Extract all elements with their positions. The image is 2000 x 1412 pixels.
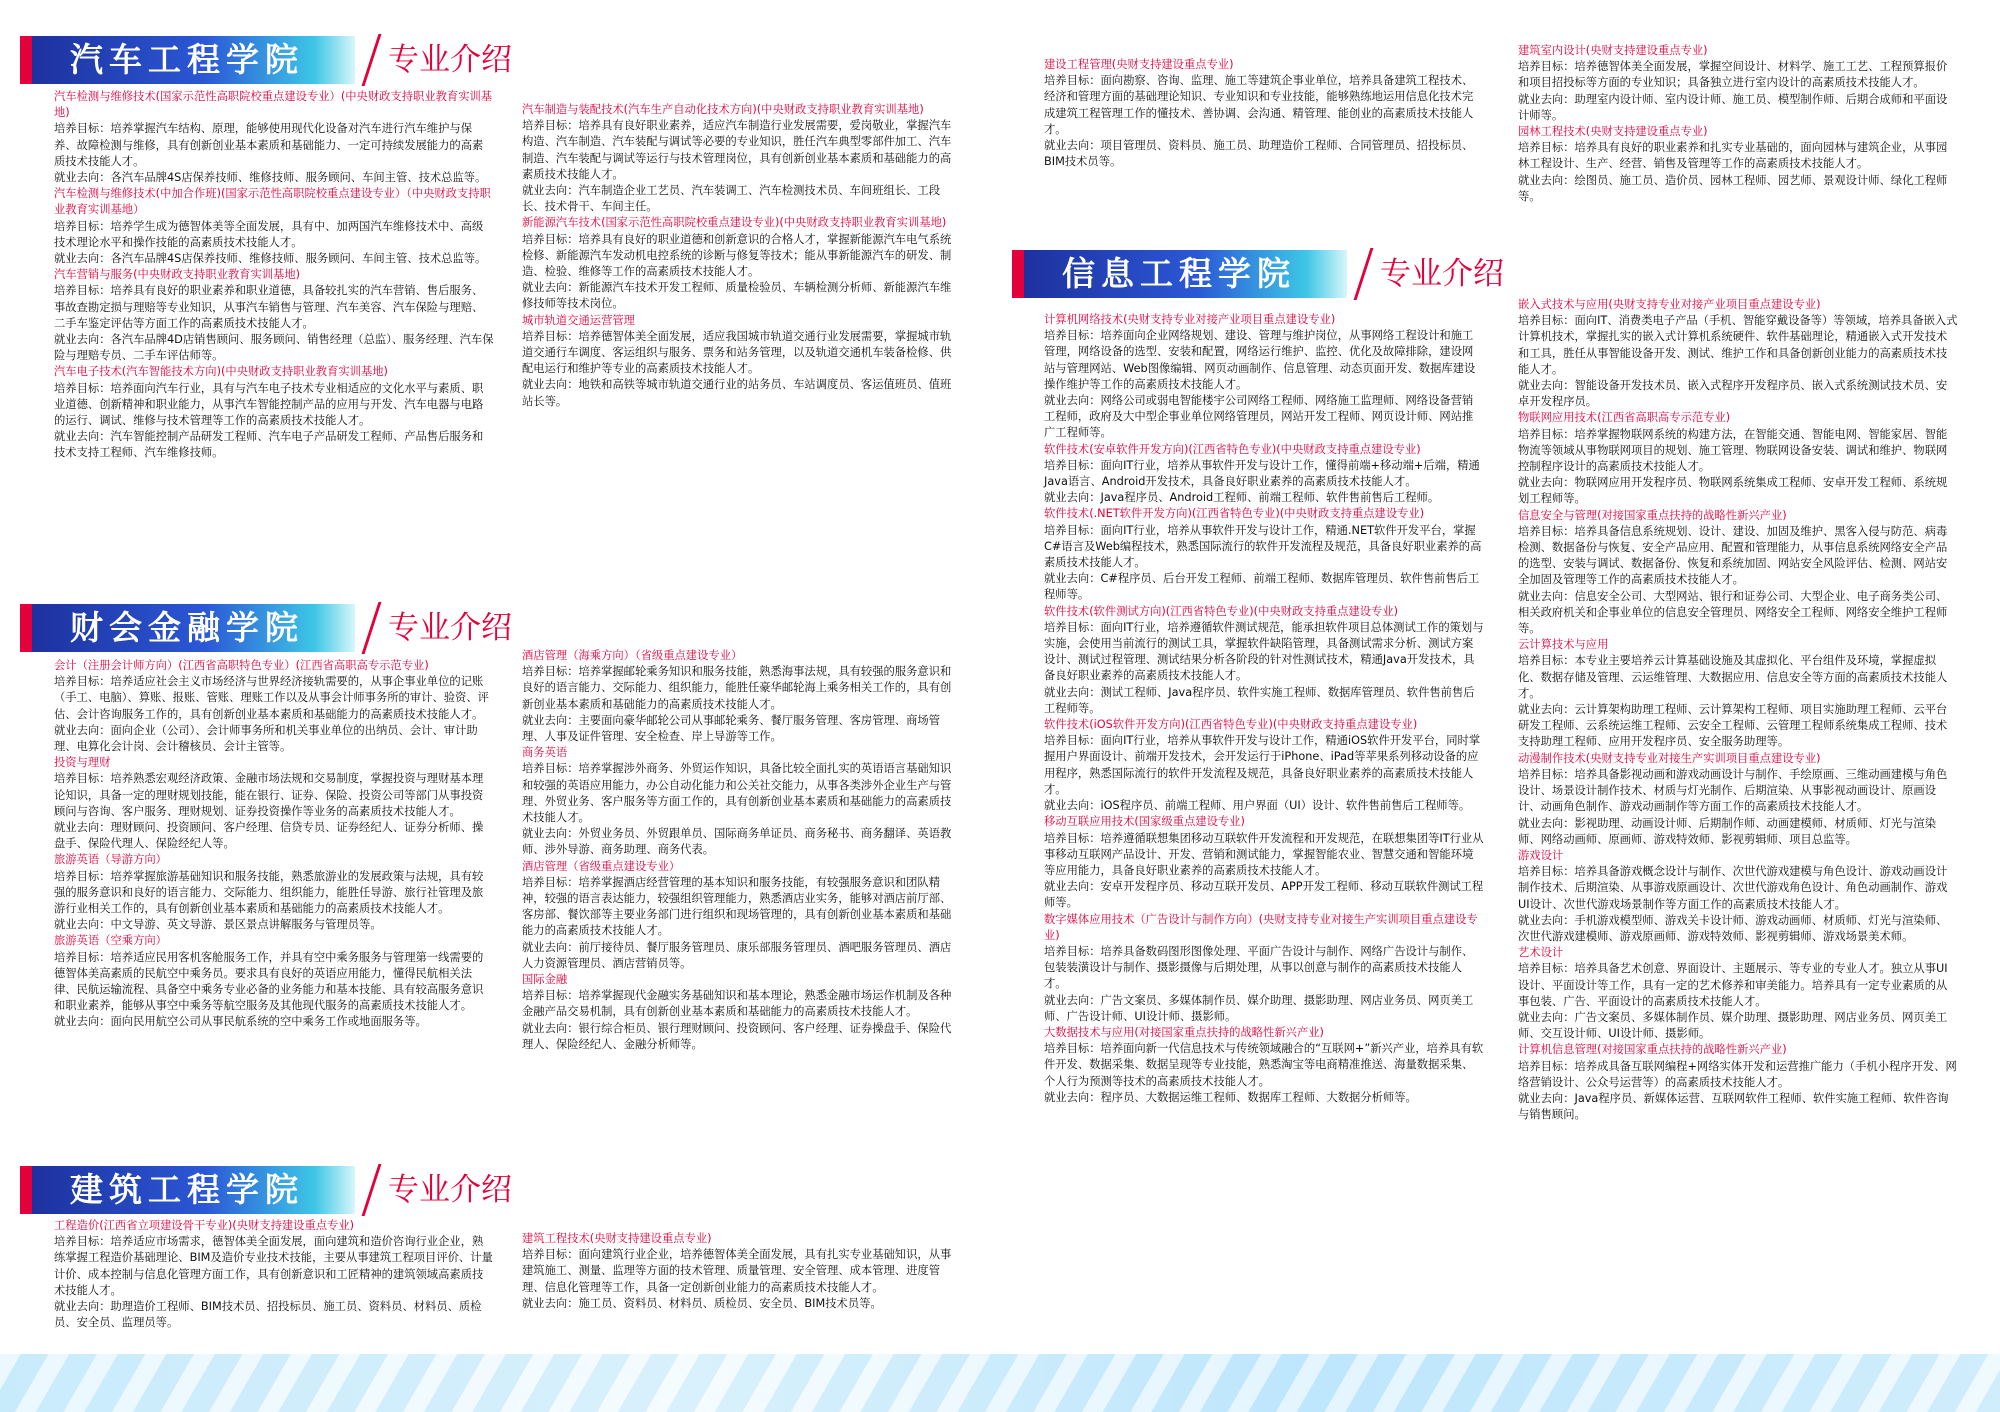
major-detail: 就业去向：前厅接待员、餐厅服务管理员、康乐部服务管理员、酒吧服务管理员、酒店人力资源管理员、酒店营销员等。 <box>522 940 952 970</box>
major-detail: 培养目标：培养具有良好的职业素养和职业道德，具备较扎实的汽车营销、售后服务、事故查勘定损与理赔等专业知识，从事汽车销售与管理、汽车美容、汽车保险与理赔、二手车鉴定评估等方面工作的高素质技术技能人才。 <box>54 284 484 330</box>
major-title: 工程造价(江西省立项建设骨干专业)(央财支持建设重点专业) <box>54 1219 355 1232</box>
major-title: 嵌入式技术与应用(央财支持专业对接产业项目重点建设专业) <box>1518 298 1821 311</box>
header-slash <box>1354 248 1374 300</box>
major-title: 汽车检测与维修技术(中加合作班)(国家示范性高职院校重点建设专业）（中央财政支持职业教育实训基地） <box>54 187 491 217</box>
col-auto-right <box>522 102 962 410</box>
major-detail: 就业去向：助理造价工程师、BIM技术员、招投标员、施工员、资料员、材料员、质检员、安全员、监理员等。 <box>54 1300 482 1330</box>
major-title: 投资与理财 <box>54 756 111 770</box>
major-detail: 就业去向：网络公司或弱电智能楼宇公司网络工程师、网络施工监理师、网络设备营销工程师，政府及大中型企事业单位网络管理员，网站开发工程师、网页设计师、网站推广工程师等。 <box>1044 394 1474 440</box>
header-red-accent <box>20 36 32 84</box>
section-intro: 专业介绍 <box>1380 256 1504 292</box>
bottom-decoration-band <box>0 1354 2000 1412</box>
college-name: 汽车工程学院 <box>70 40 304 79</box>
major-title: 艺术设计 <box>1518 946 1564 960</box>
major-detail: 培养目标：培养具备信息系统规划、设计、建设、加固及维护、黑客入侵与防范、病毒检测、数据备份与恢复、安全产品应用、配置和管理能力，从事信息系统网络安全产品的选型、安装与调试、数据备份、恢复和系统加固、网站安全风险评估、检测、网站安全加固及管理等工作的高素质技术技能人才。 <box>1518 524 1948 587</box>
header-slash <box>362 34 382 86</box>
major-detail: 就业去向：外贸业务员、外贸跟单员、国际商务单证员、商务秘书、商务翻译、英语教师、涉外导游、商务助理、商务代表。 <box>522 827 952 857</box>
major-title: 大数据技术与应用(对接国家重点扶持的战略性新兴产业) <box>1044 1025 1324 1039</box>
major-title: 汽车制造与装配技术(汽车生产自动化技术方向)(中央财政支持职业教育实训基地) <box>522 103 924 116</box>
major-detail: 培养目标：培养面向新一代信息技术与传统领域融合的“互联网+”新兴产业，培养具有软件开发、数据采集、数据呈现等专业技能，熟悉淘宝等电商精准推送、海量数据采集、个人行为预测等技术的高素质技术技能人才。 <box>1044 1042 1484 1088</box>
major-title: 汽车检测与维修技术(国家示范性高职院校重点建设专业）(中央财政支持职业教育实训基地) <box>54 90 493 120</box>
major-detail: 就业去向：信息安全公司、大型网站、银行和证券公司、大型企业、电子商务类公司、相关政府机关和企事业单位的信息安全管理员、网络安全工程师、网络安全维护工程师等。 <box>1518 589 1948 636</box>
major-detail: 就业去向：面向民用航空公司从事民航系统的空中乘务工作或地面服务等。 <box>54 1015 427 1029</box>
major-detail: 培养目标：面向勘察、咨询、监理、施工等建筑企事业单位，培养具备建筑工程技术、经济和管理方面的基础理论知识、专业知识和专业技能，能够熟练地运用信息化技术完成建筑工程管理工作的懂技术、善协调、会沟通、精管理、能创业的高素质技术技能人才。 <box>1044 74 1474 136</box>
header-finance <box>20 600 580 658</box>
major-title: 软件技术(iOS软件开发方向)(江西省特色专业)(中央财政支持重点建设专业) <box>1044 718 1418 732</box>
major-detail: 就业去向：绘图员、施工员、造价员、园林工程师、园艺师、景观设计师、绿化工程师等。 <box>1518 173 1948 203</box>
major-detail: 培养目标：培养适应市场需求，德智体美全面发展，面向建筑和造价咨询行业企业，熟练掌握工程造价基础理论、BIM及造价专业技术技能，主要从事建筑工程项目评价、计量计价、成本控制与信息化管理方面工作，具有创新意识和工匠精神的建筑领域高素质技术技能人才。 <box>54 1235 493 1297</box>
major-detail: 培养目标：培养具备影视动画和游戏动画设计与制作、手绘原画、三维动画建模与角色设计、场景设计制作技术、材质与灯光制作、后期渲染、从事影视动画设计、原画设计、动画角色制作、游戏动画制作等方面工作的高素质技术技能人才。 <box>1518 767 1948 814</box>
major-title: 计算机网络技术(央财支持专业对接产业项目重点建设专业) <box>1044 313 1336 326</box>
major-detail: 就业去向：物联网应用开发程序员、物联网系统集成工程师、安卓开发工程师、系统规划工程师等。 <box>1518 476 1948 506</box>
major-detail: 培养目标：培养学生成为德智体美等全面发展，具有中、加两国汽车维修技术中、高级技术理论水平和操作技能的高素质技术技能人才。 <box>54 219 484 249</box>
major-detail: 培养目标：培养掌握酒店经营管理的基本知识和服务技能，有较强服务意识和团队精神，较强的语言表达能力，较强组织管理能力，熟悉酒店业实务，能够对酒店前厅部、客房部、餐饮部等主要业务部门进行组织和现场管理的，具有创新创业基本素质和基础能力的高素质技术技能人才。 <box>522 875 952 938</box>
major-detail: 就业去向：广告文案员、多媒体制作员、媒介助理、摄影助理、网店业务员、网页美工师、广告设计师、UI设计师、摄影师。 <box>1044 993 1474 1023</box>
major-detail: 就业去向：汽车制造企业工艺员、汽车装调工、汽车检测技术员、车间班组长、工段长、技术骨干、车间主任。 <box>522 184 940 214</box>
col-arch-interior <box>1518 43 1958 205</box>
major-detail: 培养目标：面向IT行业，培养从事软件开发与设计工作，精通.NET软件开发平台，掌握C#语言及Web编程技术，熟悉国际流行的软件开发流程及规范，具备良好职业素养的高素质技术技能人才。 <box>1044 523 1482 570</box>
major-detail: 培养目标：培养具有良好职业素养，适应汽车制造行业发展需要，爱岗敬业，掌握汽车构造、汽车制造、汽车装配与调试等必要的专业知识，胜任汽车典型零部件加工、汽车制造、汽车装配与调试等运行与技术管理岗位，具有创新创业基本素质和基础能力的高素质技术技能人才。 <box>522 119 952 181</box>
major-detail: 就业去向：各汽车品牌4S店保养技师、维修技师、服务顾问、车间主管、技术总监等。 <box>54 171 487 185</box>
major-detail: 培养目标：培养熟悉宏观经济政策、金融市场法规和交易制度，掌握投资与理财基本理论知识，具备一定的理财规划技能，能在银行、证券、保险、投资公司等部门从事投资顾问与咨询、客户服务、理财规划、证券投资操作等业务的高素质技术技能人才。 <box>54 772 484 818</box>
major-detail: 就业去向：中文导游、英文导游、景区景点讲解服务与管理员等。 <box>54 918 382 932</box>
major-title: 旅游英语（导游方向） <box>54 853 167 867</box>
col-auto-left <box>54 89 494 462</box>
major-title: 酒店管理（海乘方向）（省级重点建设专业） <box>522 649 743 662</box>
college-name: 建筑工程学院 <box>70 1170 304 1209</box>
major-title: 软件技术(软件测试方向)(江西省特色专业)(中央财政支持重点建设专业) <box>1044 604 1399 618</box>
major-detail: 就业去向：程序员、大数据运维工程师、数据库工程师、大数据分析师等。 <box>1044 1090 1417 1104</box>
major-detail: 就业去向：施工员、资料员、材料员、质检员、安全员、BIM技术员等。 <box>522 1296 882 1310</box>
major-detail: 培养目标：培养具有良好的职业道德和创新意识的合格人才，掌握新能源汽车电气系统检修、新能源汽车发动机电控系统的诊断与修复等技术；能从事新能源汽车的研发、制造、检验、维修等工作的高素质技术技能人才。 <box>522 232 952 279</box>
major-detail: 培养目标：培养面向企业网络规划、建设、管理与维护岗位，从事网络工程设计和施工管理，网络设备的选型、安装和配置，网络运行维护、监控、优化及故障排除，建设网站与管理网站、Web图像编辑、网页动画制作、信息管理、动态页面开发、数据库建设操作维护等工作的高素质技术技能人才。 <box>1044 329 1476 391</box>
major-title: 商务英语 <box>522 746 568 760</box>
major-detail: 培养目标：培养掌握现代金融实务基础知识和基本理论，熟悉金融市场运作机制及各种金融产品交易机制，具有创新创业基本素质和基础能力的高素质技术技能人才。 <box>522 989 952 1019</box>
major-title: 建筑工程技术(央财支持建设重点专业) <box>522 1232 712 1245</box>
major-title: 数字媒体应用技术（广告设计与制作方向）(央财支持专业对接生产实训项目重点建设专业) <box>1044 912 1478 942</box>
major-detail: 就业去向：理财顾问、投资顾问、客户经理、信贷专员、证券经纪人、证券分析师、操盘手、保险代理人、保险经纪人等。 <box>54 821 484 851</box>
col-arch-right <box>522 1231 962 1312</box>
major-title: 会计（注册会计师方向）(江西省高职特色专业）(江西省高职高专示范专业) <box>54 659 429 672</box>
header-red-accent <box>20 1166 32 1214</box>
major-title: 新能源汽车技术(国家示范性高职院校重点建设专业)(中央财政支持职业教育实训基地) <box>522 216 947 230</box>
col-info-right <box>1518 297 1958 1123</box>
major-title: 建筑室内设计(央财支持建设重点专业) <box>1518 44 1708 57</box>
major-title: 移动互联应用技术(国家级重点建设专业) <box>1044 815 1245 829</box>
major-detail: 就业去向：智能设备开发技术员、嵌入式程序开发程序员、嵌入式系统测试技术员、安卓开发程序员。 <box>1518 379 1948 409</box>
major-detail: 培养目标：培养适应民用客机客舱服务工作，并具有空中乘务服务与管理第一线需要的德智体美高素质的民航空中乘务员。要求具有良好的英语应用能力，懂得民航相关法律、民航运输流程、具备空中乘务专业必备的业务能力和基本技能、具有较高服务意识和职业素养，能够从事空中乘务等航空服务及其他现代服务的高素质技术技能人才。 <box>54 950 484 1013</box>
col-arch-mgmt <box>1044 57 1484 170</box>
major-detail: 培养目标：面向IT行业，培养遵循软件测试规范，能承担软件项目总体测试工作的策划与实施，会使用当前流行的测试工具，掌握软件缺陷管理，具备测试需求分析、测试方案设计、测试过程管理、测试结果分析各阶段的针对性测试技术，精通Java开发技术，具备良好职业素养的高素质技术技能人才。 <box>1044 620 1484 683</box>
major-detail: 就业去向：安卓开发程序员、移动互联开发员、APP开发工程师、移动互联软件测试工程师等。 <box>1044 880 1484 910</box>
major-detail: 就业去向：助理室内设计师、室内设计师、施工员、模型制作师、后期合成师和平面设计师等。 <box>1518 92 1948 122</box>
major-detail: 培养目标：面向IT行业，培养从事软件开发与设计工作，精通iOS软件开发平台，同时掌握用户界面设计、前端开发技术，会开发运行于iPhone、iPad等苹果系列移动设备的应用程序，熟悉国际流行的软件开发流程及规范，具备良好职业素养的高素质技术技能人才。 <box>1044 734 1481 796</box>
major-detail: 就业去向：银行综合柜员、银行理财顾问、投资顾问、客户经理、证券操盘手、保险代理人、保险经纪人、金融分析师等。 <box>522 1021 952 1051</box>
major-title: 旅游英语（空乘方向） <box>54 934 167 948</box>
major-detail: 就业去向：云计算架构助理工程师、云计算架构工程师、项目实施助理工程师、云平台研发工程师、云系统运维工程师、云安全工程师、云管理工程师系统集成工程师、技术支持助理工程师、应用开发程序员、安全服务助理等。 <box>1518 703 1948 749</box>
major-title: 酒店管理（省级重点建设专业） <box>522 859 681 873</box>
major-detail: 培养目标：培养具备游戏概念设计与制作、次世代游戏建模与角色设计、游戏动画设计制作技术、后期渲染、从事游戏原画设计、次世代游戏角色设计、角色动画制作、游戏UI设计、次世代游戏场景制作等方面工作的高素质技术技能人才。 <box>1518 865 1948 911</box>
major-title: 计算机信息管理(对接国家重点扶持的战略性新兴产业) <box>1518 1043 1787 1057</box>
major-detail: 培养目标：培养成具备互联网编程+网络实体开发和运营推广能力（手机小程序开发、网络营销设计、公众号运营等）的高素质技术技能人才。 <box>1518 1059 1957 1089</box>
college-name: 信息工程学院 <box>1062 254 1296 293</box>
header-red-accent <box>20 604 32 652</box>
major-detail: 就业去向：Java程序员、Android工程师、前端工程师、软件售前售后工程师。 <box>1044 491 1440 505</box>
header-slash <box>362 1164 382 1216</box>
major-title: 汽车营销与服务(中央财政支持职业教育实训基地) <box>54 268 301 282</box>
major-title: 园林工程技术(央财支持建设重点专业) <box>1518 125 1708 139</box>
header-arch <box>20 1162 580 1220</box>
major-detail: 就业去向：各汽车品牌4S店保养技师、维修技师、服务顾问、车间主管、技术总监等。 <box>54 252 487 266</box>
major-title: 国际金融 <box>522 973 568 987</box>
major-detail: 培养目标：培养掌握涉外商务、外贸运作知识，具备比较全面扎实的英语语言基础知识和较强的英语应用能力，办公自动化能力和公关社交能力，从事各类涉外企业生产与管理、外贸业务、客户服务等方面工作的，具有创新创业基本素质和基础能力的高素质技术技能人才。 <box>522 762 952 825</box>
major-detail: 就业去向：Java程序员、新媒体运营、互联网软件工程师、软件实施工程师、软件咨询与销售顾问。 <box>1518 1091 1949 1122</box>
section-intro: 专业介绍 <box>388 610 512 646</box>
col-arch-left <box>54 1218 494 1331</box>
major-detail: 培养目标：培养具有良好的职业素养和扎实专业基础的，面向园林与建筑企业，从事园林工程设计、生产、经营、销售及管理等工作的高素质技术技能人才。 <box>1518 141 1948 171</box>
header-red-accent <box>1012 250 1024 298</box>
section-intro: 专业介绍 <box>388 1172 512 1208</box>
major-detail: 就业去向：影视助理、动画设计师、后期制作师、动画建模师、材质师、灯光与渲染师、网络动画师、原画师、游戏特效师、影视剪辑师、项目总监等。 <box>1518 816 1936 846</box>
header-info <box>1012 246 1572 304</box>
major-detail: 就业去向：广告文案员、多媒体制作员、媒介助理、摄影助理、网店业务员、网页美工师、交互设计师、UI设计师、摄影师。 <box>1518 1010 1948 1041</box>
college-name: 财会金融学院 <box>70 608 304 647</box>
major-title: 软件技术(.NET软件开发方向)(江西省特色专业)(中央财政支持重点建设专业) <box>1044 507 1425 521</box>
header-auto <box>20 32 580 90</box>
major-detail: 培养目标：培养适应社会主义市场经济与世界经济接轨需要的，从事企事业单位的记账（手工、电脑）、算账、报账、管账、理账工作以及从事会计师事务所的审计、验资、评估、会计咨询服务工作的，具有创新创业基本素质和基础能力的高素质技术技能人才。 <box>54 675 489 721</box>
col-finance-right <box>522 648 962 1053</box>
major-title: 建设工程管理(央财支持建设重点专业) <box>1044 58 1234 71</box>
major-title: 物联网应用技术(江西省高职高专示范专业) <box>1518 411 1731 425</box>
major-detail: 就业去向：面向企业（公司）、会计师事务所和机关事业单位的出纳员、会计、审计助理、电算化会计岗、会计稽核员、会计主管等。 <box>54 723 478 754</box>
major-detail: 培养目标：面向建筑行业企业，培养德智体美全面发展，具有扎实专业基础知识，从事建筑施工、测量、监理等方面的技术管理、质量管理、安全管理、成本管理、进度管理、信息化管理等工作，具备一定创新创业能力的高素质技术技能人才。 <box>522 1248 952 1294</box>
major-title: 动漫制作技术(央财支持专业对接生产实训项目重点建设专业) <box>1518 751 1821 765</box>
major-detail: 就业去向：汽车智能控制产品研发工程师、汽车电子产品研发工程师、产品售后服务和技术支持工程师、汽车维修技师。 <box>54 430 484 460</box>
col-finance-left <box>54 658 494 1031</box>
major-detail: 培养目标：培养掌握旅游基础知识和服务技能，熟悉旅游业的发展政策与法规，具有较强的服务意识和良好的语言能力、交际能力、组织能力，能胜任导游、旅行社管理及旅游行业相关工作的，具有创新创业基本素质和基础能力的高素质技术技能人才。 <box>54 869 484 916</box>
major-detail: 就业去向：测试工程师、Java程序员、软件实施工程师、数据库管理员、软件售前售后工程师等。 <box>1044 685 1475 715</box>
major-detail: 培养目标：培养德智体美全面发展，掌握空间设计、材料学、施工工艺、工程预算报价和项目招投标等方面的专业知识；具备独立进行室内设计的高素质技术技能人才。 <box>1518 60 1948 90</box>
major-title: 软件技术(安卓软件开发方向)(江西省特色专业)(中央财政支持重点建设专业) <box>1044 442 1421 456</box>
major-detail: 培养目标：培养具备数码图形图像处理、平面广告设计与制作、网络广告设计与制作、包装装潢设计与制作、摄影摄像与后期处理，从事以创意与制作的高素质技术技能人才。 <box>1044 944 1474 991</box>
major-detail: 培养目标：培养掌握物联网系统的构建方法，在智能交通、智能电网、智能家居、智能物流等领域从事物联网项目的规划、施工管理、物联网设备安装、调试和维护、物联网控制程序设计的高素质技术技能人才。 <box>1518 427 1948 474</box>
major-detail: 培养目标：面向IT、消费类电子产品（手机、智能穿戴设备等）等领域，培养具备嵌入式计算机技术，掌握扎实的嵌入式计算机系统硬件、软件基础理论，精通嵌入式开发技术和工具，胜任从事智能设备开发、测试、维护工作和具备创新创业能力的高素质技术技能人才。 <box>1518 314 1958 376</box>
major-title: 汽车电子技术(汽车智能技术方向)(中央财政支持职业教育实训基地) <box>54 365 388 379</box>
major-detail: 培养目标：本专业主要培养云计算基础设施及其虚拟化、平台组件及环境，掌握虚拟化、数据存储及管理、云运维管理、大数据应用、信息安全等方面的高素质技术技能人才。 <box>1518 654 1948 700</box>
major-detail: 培养目标：培养面向汽车行业，具有与汽车电子技术专业相适应的文化水平与素质、职业道德、创新精神和职业能力，从事汽车智能控制产品的应用与开发、汽车电器与电路的运行、调试、维修与技术管理等工作的高素质技术技能人才。 <box>54 381 484 428</box>
major-title: 信息安全与管理(对接国家重点扶持的战略性新兴产业) <box>1518 508 1787 522</box>
major-detail: 就业去向：新能源汽车技术开发工程师、质量检验员、车辆检测分析师、新能源汽车维修技师等技术岗位。 <box>522 281 952 311</box>
major-detail: 就业去向：项目管理员、资料员、施工员、助理造价工程师、合同管理员、招投标员、BIM技术员等。 <box>1044 139 1474 169</box>
section-intro: 专业介绍 <box>388 42 512 78</box>
major-detail: 就业去向：各汽车品牌4D店销售顾问、服务顾问、销售经理（总监）、服务经理、汽车保险与理赔专员、二手车评估师等。 <box>54 333 494 363</box>
major-detail: 培养目标：培养掌握邮轮乘务知识和服务技能，熟悉海事法规，具有较强的服务意识和良好的语言能力、交际能力、组织能力，能胜任豪华邮轮海上乘务相关工作的，具有创新创业基本素质和基础能力的高素质技术技能人才。 <box>522 665 952 711</box>
header-slash <box>362 602 382 654</box>
major-detail: 就业去向：C#程序员、后台开发工程师、前端工程师、数据库管理员、软件售前售后工程师等。 <box>1044 572 1480 602</box>
major-detail: 就业去向：手机游戏模型师、游戏关卡设计师、游戏动画师、材质师、灯光与渲染师、次世代游戏建模师、游戏原画师、游戏特效师、影视剪辑师、游戏场景美术师。 <box>1518 913 1948 943</box>
major-detail: 培养目标：面向IT行业，培养从事软件开发与设计工作，懂得前端+移动端+后端，精通Java语言、Android开发技术，具备良好职业素养的高素质技术技能人才。 <box>1044 458 1480 489</box>
col-info-left <box>1044 312 1484 1106</box>
major-detail: 培养目标：培养掌握汽车结构、原理，能够使用现代化设备对汽车进行汽车维护与保养、故障检测与维修，具有创新创业基本素质和基础能力、一定可持续发展能力的高素质技术技能人才。 <box>54 122 484 168</box>
major-title: 城市轨道交通运营管理 <box>522 313 635 327</box>
major-detail: 培养目标：培养遵循联想集团移动互联软件开发流程和开发规范，在联想集团等IT行业从事移动互联网产品设计、开发、营销和测试能力，掌握智能农业、智慧交通和智能环境等应用能力，具备良好职业素养的高素质技术技能人才。 <box>1044 831 1484 877</box>
major-detail: 培养目标：培养德智体美全面发展，适应我国城市轨道交通行业发展需要，掌握城市轨道交通行车调度、客运组织与服务、票务和站务管理，以及轨道交通机车装备检修、供配电运行和维护等专业的高素质技术技能人才。 <box>522 329 952 376</box>
major-title: 游戏设计 <box>1518 848 1564 862</box>
major-detail: 就业去向：iOS程序员、前端工程师、用户界面（UI）设计、软件售前售后工程师等。 <box>1044 799 1471 813</box>
major-detail: 培养目标：培养具备艺术创意、界面设计、主题展示、等专业的专业人才。独立从事UI设计、平面设计等工作，具有一定的艺术修养和审美能力。培养具有一定专业素质的从事包装、广告、平面设计的高素质技术技能人才。 <box>1518 962 1948 1008</box>
major-detail: 就业去向：地铁和高铁等城市轨道交通行业的站务员、车站调度员、客运值班员、值班站长等。 <box>522 378 952 408</box>
major-title: 云计算技术与应用 <box>1518 638 1609 652</box>
major-detail: 就业去向：主要面向豪华邮轮公司从事邮轮乘务、餐厅服务管理、客房管理、商场管理、人事及证件管理、安全检查、岸上导游等工作。 <box>522 713 940 744</box>
